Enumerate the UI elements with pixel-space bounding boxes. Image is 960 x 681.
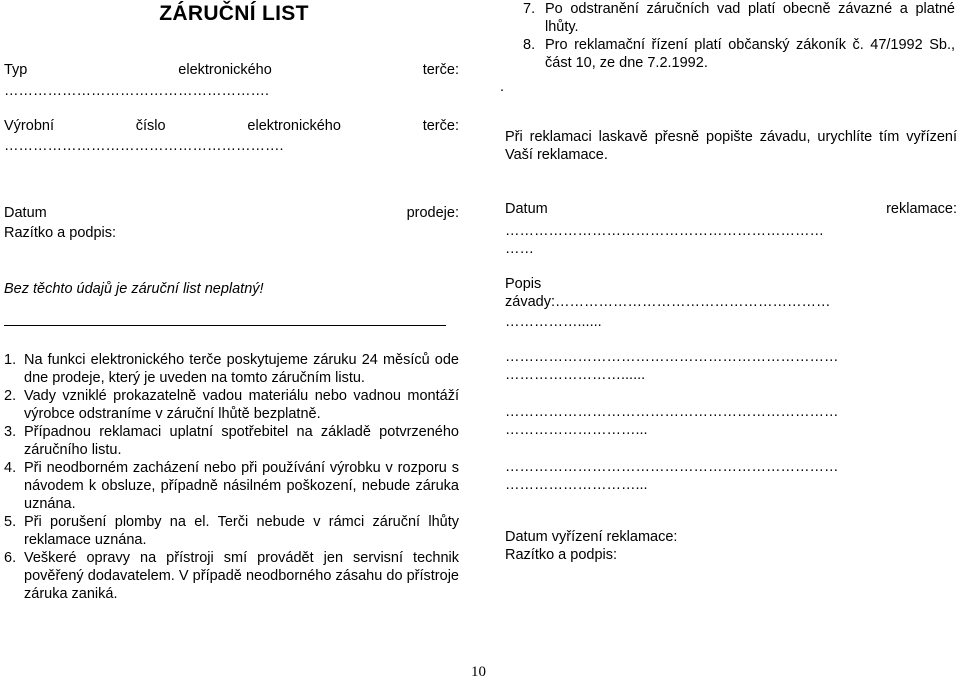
note-item: 8. Pro reklamační řízení platí občanský zákoník č. 47/1992 Sb., část 10, ze dne 7.2.1992. <box>523 37 955 71</box>
conditions-list <box>4 351 459 603</box>
warning-text: Bez těchto údajů je záruční list neplatný! <box>4 281 264 297</box>
condition-item: 4. Při neodborném zacházení nebo při používání výrobku v rozporu s návodem k obsluze, případně násilném poškození, nebude záruka uznána. <box>4 460 459 512</box>
serial-word-2: číslo <box>135 118 166 134</box>
sale-date-row <box>4 205 459 221</box>
desc-dots-line[interactable]: ……………...... <box>505 314 602 330</box>
serial-row <box>4 118 459 134</box>
type-end: terče: <box>422 62 459 78</box>
stamp-label: Razítko a podpis: <box>4 225 117 241</box>
type-field[interactable]: ………………………………………………. <box>4 83 270 99</box>
type-label: Typ <box>4 62 28 78</box>
type-mid: elektronického <box>178 62 272 78</box>
desc-dots-line[interactable]: …………………………………………………………… <box>505 459 839 475</box>
serial-word-1: Výrobní <box>4 118 54 134</box>
type-row <box>4 62 459 78</box>
desc-dots-line[interactable]: ………………………... <box>505 422 648 438</box>
condition-item: 1. Na funkci elektronického terče poskytujeme záruku 24 měsíců ode dne prodeje, který je uveden na tomto záručním listu. <box>4 352 459 386</box>
sale-date-end: prodeje: <box>406 205 459 221</box>
settled-label: Datum vyřízení reklamace: <box>505 529 678 545</box>
serial-word-3: elektronického <box>247 118 341 134</box>
notes-list <box>523 0 955 72</box>
claim-date-field-cont[interactable]: …… <box>505 241 534 257</box>
serial-word-4: terče: <box>422 118 459 134</box>
request-text: Při reklamaci laskavě přesně popište závadu, urychlíte tím vyřízení Vaší reklamace. <box>505 129 957 163</box>
condition-item: 6. Veškeré opravy na přístroji smí provádět jen servisní technik pověřený dodavatelem. V případě neodborného zásahu do přístroje záruka zaniká. <box>4 550 459 602</box>
right-column <box>500 0 957 680</box>
claim-date-end: reklamace: <box>886 201 957 217</box>
desc-dots-line[interactable]: ………………………... <box>505 477 648 493</box>
desc-field[interactable]: závady:………………………………………………… <box>505 294 831 310</box>
settled-stamp-label: Razítko a podpis: <box>505 547 618 563</box>
desc-dots-line[interactable]: …………………………………………………………… <box>505 404 839 420</box>
page-number: 10 <box>471 664 486 680</box>
desc-label: Popis <box>505 276 542 292</box>
sale-date-label: Datum <box>4 205 47 221</box>
condition-item: 5. Při porušení plomby na el. Terči nebude v rámci záruční lhůty reklamace uznána. <box>4 514 459 548</box>
desc-dots-line[interactable]: ……………………...... <box>505 367 646 383</box>
claim-date-row <box>505 201 957 217</box>
stray-dot: . <box>500 79 505 95</box>
desc-dots-line[interactable]: …………………………………………………………… <box>505 349 839 365</box>
claim-date-label: Datum <box>505 201 548 217</box>
note-item: 7. Po odstranění záručních vad platí obecně závazné a platné lhůty. <box>523 1 955 35</box>
page-title: ZÁRUČNÍ LIST <box>159 2 309 25</box>
condition-item: 2. Vady vzniklé prokazatelně vadou materiálu nebo vadnou montáží výrobce odstraníme v záruční lhůtě bezplatně. <box>4 388 459 422</box>
condition-item: 3. Případnou reklamaci uplatní spotřebitel na základě potvrzeného záručního listu. <box>4 424 459 458</box>
serial-field[interactable]: …………………………………………………. <box>4 138 284 154</box>
left-column <box>4 0 459 680</box>
claim-date-field[interactable]: ………………………………………………………… <box>505 223 824 239</box>
divider <box>4 325 446 326</box>
